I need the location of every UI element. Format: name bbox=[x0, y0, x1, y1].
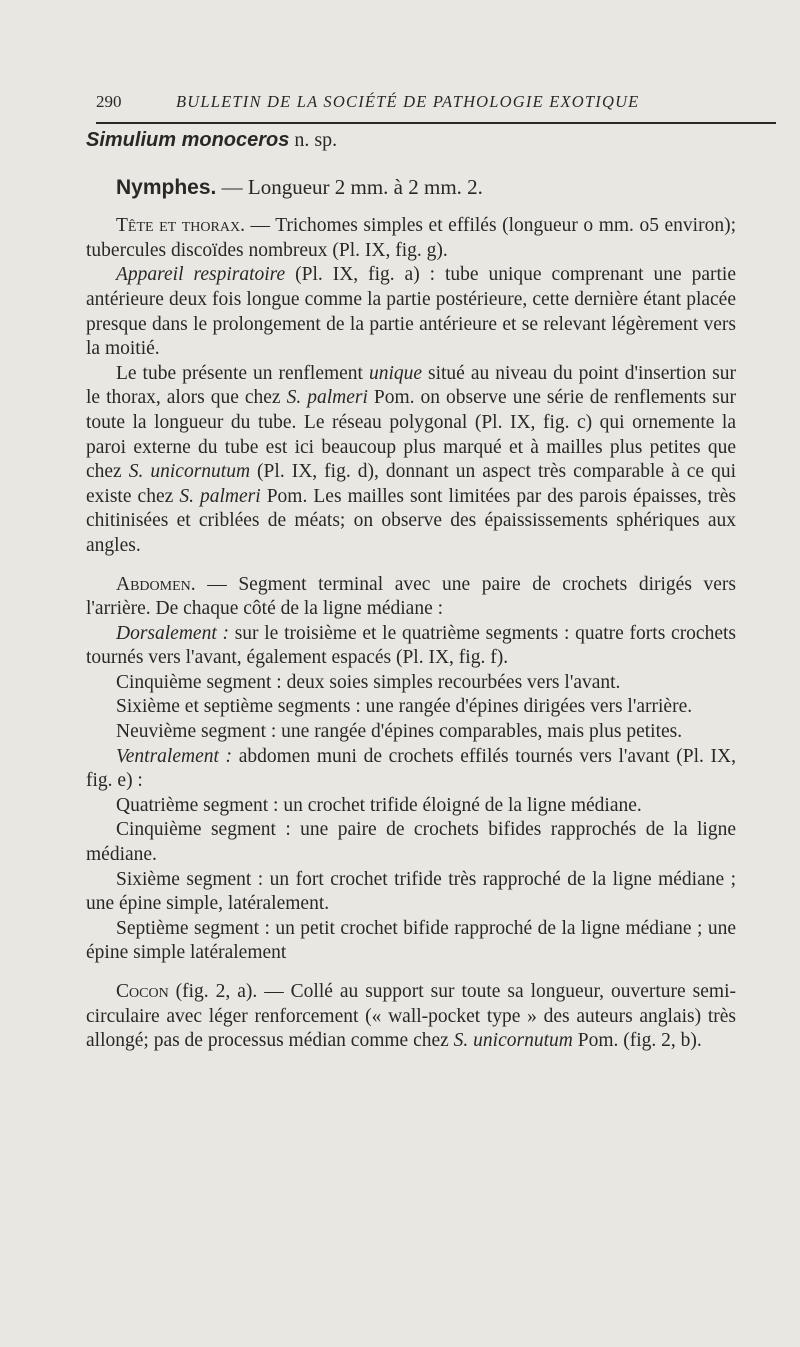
cocon-paragraph bbox=[86, 980, 736, 1054]
tube-paragraph bbox=[86, 362, 736, 559]
appareil-lead: Appareil respiratoire bbox=[116, 264, 286, 286]
cocon-text-1: (fig. 2, a). — Collé au support sur toute sa longueur, ouverture semi-circulaire avec léger renforcement (« wall-pocket type » des auteurs anglais) très allongé; pas de processus médian comme chez bbox=[86, 981, 736, 1052]
page-number: 290 bbox=[96, 92, 122, 111]
tube-text-2: situé au niveau du point d'insertion sur le thorax, alors que chez bbox=[86, 362, 737, 409]
appareil-paragraph bbox=[86, 263, 736, 361]
tube-italic-2: S. palmeri bbox=[286, 387, 368, 409]
header-rule bbox=[96, 122, 776, 124]
cocon-italic-1: S. unicornutum bbox=[453, 1030, 573, 1052]
ventral-segment-6-paragraph: Sixième segment : un fort crochet trifide très rapproché de la ligne médiane ; une épine simple, latéralement. bbox=[86, 868, 736, 915]
running-title: BULLETIN DE LA SOCIÉTÉ DE PATHOLOGIE EXOTIQUE bbox=[176, 92, 640, 111]
ventral-segment-4-paragraph: Quatrième segment : un crochet trifide éloigné de la ligne médiane. bbox=[116, 794, 642, 816]
page-header bbox=[96, 92, 776, 114]
dorsal-paragraph bbox=[86, 622, 736, 671]
nymphes-paragraph bbox=[86, 175, 736, 201]
tube-text-5: Pom. Les mailles sont limitées par des parois épaisses, très chitinisées et criblées de méats; on observe des épaississements sphériques aux angles. bbox=[86, 485, 736, 556]
abdomen-heading: Abdomen. bbox=[116, 573, 196, 595]
tube-italic-4: S. palmeri bbox=[179, 485, 261, 507]
dorsal-text: sur le troisième et le quatrième segments : quatre forts crochets tournés vers l'avant, également espacés (Pl. IX, fig. f). bbox=[86, 622, 737, 669]
tube-text-1: Le tube présente un renflement bbox=[116, 362, 369, 384]
tube-text-3: Pom. on observe une série de renflements sur toute la longueur du tube. Le réseau polygonal (Pl. IX, fig. c) qui ornemente la paroi externe du tube est ici beaucoup plus marqué et à mailles plus petites que chez bbox=[86, 387, 736, 483]
nymphes-text: — Longueur 2 mm. à 2 mm. 2. bbox=[216, 174, 483, 199]
segment-9-paragraph: Neuvième segment : une rangée d'épines comparables, mais plus petites. bbox=[116, 721, 683, 743]
tube-italic-3: S. unicornutum bbox=[128, 461, 251, 483]
segment-5-paragraph: Cinquième segment : deux soies simples recourbées vers l'avant. bbox=[116, 671, 621, 693]
appareil-text: (Pl. IX, fig. a) : tube unique comprenant une partie antérieure deux fois longue comme la partie postérieure, cette dernière étant placée presque dans le prolongement de la partie antérieure et se relevant légèrement vers la moitié. bbox=[86, 264, 736, 360]
tube-italic-1: unique bbox=[368, 362, 423, 384]
abdomen-text: — Segment terminal avec une paire de crochets dirigés vers l'arrière. De chaque côté de la ligne médiane : bbox=[86, 573, 736, 620]
tete-paragraph bbox=[86, 214, 736, 263]
segment-6-7-paragraph: Sixième et septième segments : une rangée d'épines dirigées vers l'arrière. bbox=[116, 696, 693, 718]
ventral-paragraph bbox=[86, 745, 736, 794]
ventral-text: abdomen muni de crochets effilés tournés vers l'avant (Pl. IX, fig. e) : bbox=[86, 745, 737, 792]
abdomen-paragraph bbox=[86, 573, 736, 622]
tete-text: — Trichomes simples et effilés (longueur o mm. o5 environ); tubercules discoïdes nombreux (Pl. IX, fig. g). bbox=[86, 215, 736, 261]
species-title bbox=[86, 128, 736, 153]
ventral-segment-5-paragraph: Cinquième segment : une paire de crochets bifides rapprochés de la ligne médiane. bbox=[86, 819, 736, 866]
cocon-heading: Cocon bbox=[116, 981, 169, 1002]
cocon-text-2: Pom. (fig. 2, b). bbox=[572, 1030, 702, 1052]
article-body bbox=[86, 128, 736, 1054]
species-name: Simulium monoceros bbox=[86, 129, 290, 151]
nymphes-heading: Nymphes. bbox=[116, 175, 217, 199]
tete-heading: Tête et thorax. bbox=[116, 215, 245, 237]
ventral-segment-7-paragraph: Septième segment : un petit crochet bifide rapproché de la ligne médiane ; une épine simple latéralement bbox=[86, 917, 736, 964]
species-suffix: n. sp. bbox=[289, 129, 338, 151]
dorsal-lead: Dorsalement : bbox=[116, 622, 229, 644]
tube-text-4: (Pl. IX, fig. d), donnant un aspect très comparable à ce qui existe chez bbox=[86, 461, 736, 507]
ventral-lead: Ventralement : bbox=[116, 745, 233, 767]
